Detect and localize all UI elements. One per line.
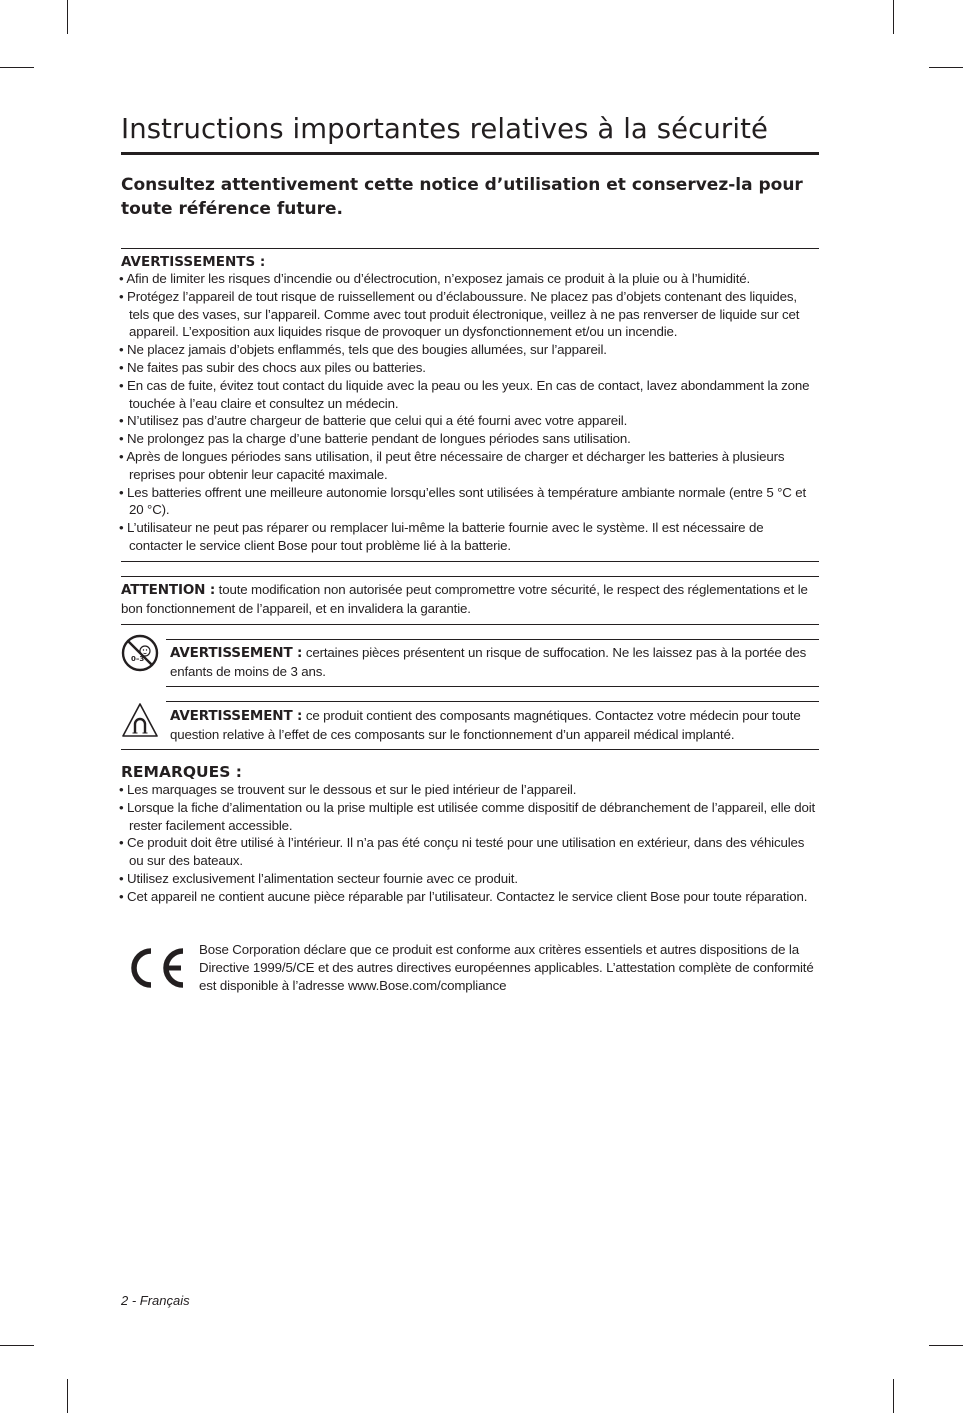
list-item: • En cas de fuite, évitez tout contact du liquide avec la peau ou les yeux. En cas de contact, lavez abondamment la zone touchée à l’eau claire et consultez un médecin. [119,377,810,411]
list-item: • Ne prolongez pas la charge d’une batterie pendant de longues périodes sans utilisation. [119,431,631,447]
ce-mark-icon [121,946,187,990]
title-rule [121,152,819,155]
attention-label: ATTENTION : [121,582,216,598]
list-item: • Les marquages se trouvent sur le dessous et sur le pied intérieur de l’appareil. [119,782,577,797]
crop-mark [0,1345,34,1346]
page-footer: 2 - Français [121,1293,190,1308]
choking-hazard-icon [121,634,159,672]
list-item: • Utilisez exclusivement l’alimentation secteur fournie avec ce produit. [119,870,518,886]
attention-text: toute modification non autorisée peut compromettre votre sécurité, le respect des réglementations et le bon fonctionnement de l’appareil, et en invalidera la garantie. [121,582,808,616]
choking-icon-label: 0–3 [131,655,145,663]
list-item: • Ne placez jamais d’objets enflammés, tels que des bougies allumées, sur l’appareil. [119,342,607,358]
ce-declaration: Bose Corporation déclare que ce produit est conforme aux critères essentiels et autres dispositions de la Directive 1999/5/CE et des autres directives européennes applicables. L’attestation complète de conformité est disponible à l’adresse www.Bose.com/compliance [199,942,814,993]
page-subtitle: Consultez attentivement cette notice d’utilisation et conservez-la pour toute référence future. [121,175,803,219]
magnetic-warning [170,707,819,744]
choking-warning [170,644,819,681]
list-item: • Afin de limiter les risques d’incendie ou d’électrocution, n’exposez jamais ce produit à la pluie ou à l’humidité. [119,271,751,286]
list-item: • Ce produit doit être utilisé à l’intérieur. Il n’a pas été conçu ni testé pour une utilisation en extérieur, dans des véhicules ou sur des bateaux. [119,835,805,869]
list-item: • Les batteries offrent une meilleure autonomie lorsqu’elles sont utilisées à température ambiante normale (entre 5 °C et 20 °C). [119,484,807,518]
list-item: • N’utilisez pas d’autre chargeur de batterie que celui qui a été fourni avec votre appareil. [119,413,628,429]
list-item: • Ne faites pas subir des chocs aux piles ou batteries. [119,359,426,375]
list-item: • Protégez l’appareil de tout risque de ruissellement ou d’éclaboussure. Ne placez pas d’objets contenant des liquides, tels que des vases, sur l’appareil. Comme avec tout produit électronique, veillez à ne pas renverser de liquide sur cet appareil. L’exposition aux liquides risque de provoquer un dysfonctionnement et/ou un incendie. [119,288,800,340]
remarks-list [119,781,819,906]
remarks-label: REMARQUES : [121,763,242,781]
list-item: • Lorsque la fiche d’alimentation ou la prise multiple est utilisée comme dispositif de débranchement de l’appareil, elle doit rester facilement accessible. [119,799,816,833]
divider [121,624,819,625]
list-item: • L’utilisateur ne peut pas réparer ou remplacer lui-même la batterie fournie avec le système. Il est nécessaire de contacter le service client Bose pour tout problème lié à la batterie. [119,520,764,553]
crop-mark [893,1379,894,1413]
divider [166,686,819,687]
crop-mark [929,67,963,68]
warnings-label: AVERTISSEMENTS : [121,254,266,270]
divider [166,639,819,640]
magnetic-warning-label: AVERTISSEMENT : [170,708,303,724]
page-title: Instructions importantes relatives à la sécurité [121,113,768,145]
magnetic-warning-icon [121,702,159,738]
crop-mark [0,67,34,68]
choking-warning-text: certaines pièces présentent un risque de suffocation. Ne les laissez pas à la portée des enfants de moins de 3 ans. [170,645,807,679]
list-item: • Après de longues périodes sans utilisation, il peut être nécessaire de charger et décharger les batteries à plusieurs reprises pour obtenir leur capacité maximale. [119,448,785,482]
attention-notice [121,581,819,618]
divider [121,576,819,577]
warnings-list [119,270,819,555]
list-item: • Cet appareil ne contient aucune pièce réparable par l’utilisateur. Contactez le service client Bose pour toute réparation. [119,888,808,904]
divider [121,561,819,562]
crop-mark [67,1379,68,1413]
divider [121,749,819,750]
crop-mark [929,1345,963,1346]
crop-mark [67,0,68,34]
divider [121,248,819,249]
magnetic-warning-text: ce produit contient des composants magnétiques. Contactez votre médecin pour toute question relative à l’effet de ces composants sur le fonctionnement d’un appareil médical implanté. [170,708,801,742]
crop-mark [893,0,894,34]
choking-warning-label: AVERTISSEMENT : [170,645,303,661]
divider [166,701,819,702]
